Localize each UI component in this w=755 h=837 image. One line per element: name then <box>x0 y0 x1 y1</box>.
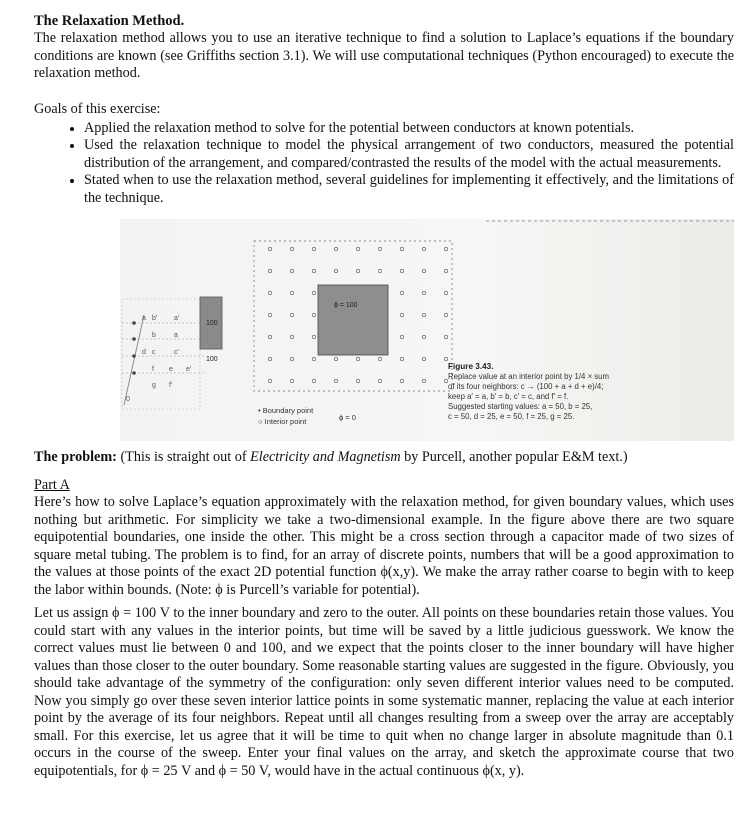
intro-paragraph: The relaxation method allows you to use an iterative technique to find a solution to Laplace’s equations if the boundary conditions are known (see Griffiths section 3.1). We will use computational techniques (Python encouraged) to execute the relaxation method. <box>34 30 734 81</box>
lattice-point <box>356 247 359 250</box>
point-label: a′ <box>174 315 180 322</box>
legend-interior: ○ Interior point <box>258 417 307 426</box>
point-label: b′ <box>152 315 158 322</box>
outer-potential-label: ϕ = 0 <box>339 413 356 422</box>
lattice-point <box>356 379 359 382</box>
lattice-point <box>400 291 403 294</box>
lattice-point <box>422 379 425 382</box>
boundary-point <box>132 321 136 325</box>
goals-list <box>34 120 734 208</box>
caption-title: Figure 3.43. <box>448 362 494 371</box>
lattice-point <box>334 247 337 250</box>
goal-item: • Applied the relaxation method to solve for the potential between conductors at known potentials. <box>84 120 734 138</box>
label-100: 100 <box>206 356 218 363</box>
lattice-point <box>312 291 315 294</box>
lattice-point <box>290 269 293 272</box>
lattice-point <box>400 269 403 272</box>
lattice-point <box>290 313 293 316</box>
boundary-point <box>132 337 136 341</box>
lattice-point <box>444 357 447 360</box>
lattice-point <box>422 313 425 316</box>
lattice-point <box>444 291 447 294</box>
figure-diagram <box>34 219 734 441</box>
point-label: e <box>169 366 173 373</box>
lattice-point <box>312 379 315 382</box>
goal-item: • Stated when to use the relaxation method, several guidelines for implementing it effectively, and the limitations of the technique. <box>84 172 734 207</box>
lattice-point <box>334 357 337 360</box>
caption-line: keep a′ = a, b′ = b, c′ = c, and f′ = f. <box>448 392 569 401</box>
lattice-point <box>378 357 381 360</box>
caption-line: c = 50, d = 25, e = 50, f = 25, g = 25. <box>448 412 575 421</box>
lattice-point <box>378 269 381 272</box>
lattice-point <box>444 335 447 338</box>
lattice-point <box>312 313 315 316</box>
lattice-point <box>378 379 381 382</box>
point-label: f <box>152 366 154 373</box>
lattice-point <box>268 247 271 250</box>
problem-label: The problem: <box>34 449 117 465</box>
lattice-point <box>334 379 337 382</box>
lattice-point <box>400 379 403 382</box>
problem-statement <box>34 449 734 467</box>
lattice-point <box>290 357 293 360</box>
point-label: a <box>142 315 146 322</box>
point-label: b <box>152 332 156 339</box>
lattice-point <box>422 357 425 360</box>
lattice-point <box>268 379 271 382</box>
point-label: g <box>152 382 156 389</box>
goal-item: • Used the relaxation technique to model the physical arrangement of two conductors, measured the potential distribution of the arrangement, and compared/contrasted the results of the model with the actual measurements. <box>84 137 734 172</box>
lattice-point <box>400 335 403 338</box>
figure-caption <box>448 362 609 421</box>
lattice-point <box>312 335 315 338</box>
lattice-point <box>378 247 381 250</box>
point-label: e′ <box>186 366 192 373</box>
point-label: c <box>152 349 156 356</box>
lattice-point <box>422 335 425 338</box>
lattice-point <box>422 291 425 294</box>
caption-line: Suggested starting values: a = 50, b = 25, <box>448 402 593 411</box>
lattice-point <box>444 247 447 250</box>
lattice-point <box>312 247 315 250</box>
lattice-point <box>268 335 271 338</box>
lattice-point <box>356 269 359 272</box>
lattice-point <box>268 357 271 360</box>
point-label: 0 <box>126 396 130 403</box>
boundary-point <box>132 371 136 375</box>
document-title: The Relaxation Method. <box>34 13 185 29</box>
goals-heading: Goals of this exercise: <box>34 100 161 117</box>
lattice-point <box>290 335 293 338</box>
part-a-heading: Part A <box>34 476 70 493</box>
inner-potential-label: ϕ = 100 <box>334 302 358 309</box>
lattice-point <box>290 247 293 250</box>
lattice-point <box>268 291 271 294</box>
part-a-paragraph-2: Let us assign ϕ = 100 V to the inner boundary and zero to the outer. All points on these boundaries retain those values. You could start with any values in the interior points, but time will be saved by a little judicious guesswork. We know the correct values must lie between 0 and 100, and we expect that the points closer to the inner boundary will have higher values than those closer to the outer boundary. Some reasonable starting values are suggested in the figure. Obviously, you should take advantage of the symmetry of the configuration: only seven different interior values need to be computed. Now you simply go over these seven interior lattice points in some systematic manner, replacing the value at each interior point by the average of its four neighbors. Repeat until all changes resulting from a sweep over the array are acceptably small. For this exercise, let us agree that it will be time to quit when no change larger in absolute magnitude than 0.1 occurs in the course of the sweep. Enter your final values on the array, and sketch the approximate course that two equipotentials, for ϕ = 25 V and ϕ = 50 V, would have in the actual continuous ϕ(x, y). <box>34 605 734 779</box>
inner-conductor <box>318 285 388 355</box>
lattice-point <box>444 269 447 272</box>
lattice-point <box>400 357 403 360</box>
legend-boundary: • Boundary point <box>258 406 314 415</box>
lattice-point <box>268 269 271 272</box>
caption-line: of its four neighbors: c → (100 + a + d + e)/4; <box>448 382 604 391</box>
lattice-point <box>312 357 315 360</box>
lattice-point <box>400 313 403 316</box>
point-label: d <box>142 349 146 356</box>
lattice-point <box>290 291 293 294</box>
label-100: 100 <box>206 320 218 327</box>
problem-lead-end: by Purcell, another popular E&M text.) <box>400 449 628 465</box>
point-label: f′ <box>169 382 173 389</box>
book-title: Electricity and Magnetism <box>250 449 401 465</box>
lattice-point <box>312 269 315 272</box>
lattice-point <box>422 247 425 250</box>
part-a-paragraph-1: Here’s how to solve Laplace’s equation approximately with the relaxation method, for given boundary values, which uses nothing but arithmetic. For simplicity we take a two-dimensional example. In the figure above there are two square equipotential boundaries, one inside the other. This might be a cross section through a capacitor made of two sizes of square metal tubing. The problem is to find, for an array of discrete points, numbers that will be a good approximation to the values at those points of the exact 2D potential function ϕ(x,y). We make the array rather coarse to begin with to keep the labor within bounds. (Note: ϕ is Purcell’s variable for potential). <box>34 494 734 598</box>
lattice-point <box>400 247 403 250</box>
document-page <box>34 12 734 780</box>
figure-3-43 <box>34 219 734 441</box>
lattice-point <box>268 313 271 316</box>
lattice-point <box>334 269 337 272</box>
point-label: c′ <box>174 349 179 356</box>
problem-lead: (This is straight out of <box>116 449 251 465</box>
lattice-point <box>422 269 425 272</box>
lattice-point <box>290 379 293 382</box>
caption-line: Replace value at an interior point by 1/4 × sum <box>448 372 610 381</box>
detail-inset <box>122 297 222 409</box>
point-label: a <box>174 332 178 339</box>
lattice-point <box>356 357 359 360</box>
boundary-point <box>132 354 136 358</box>
lattice-point <box>444 313 447 316</box>
